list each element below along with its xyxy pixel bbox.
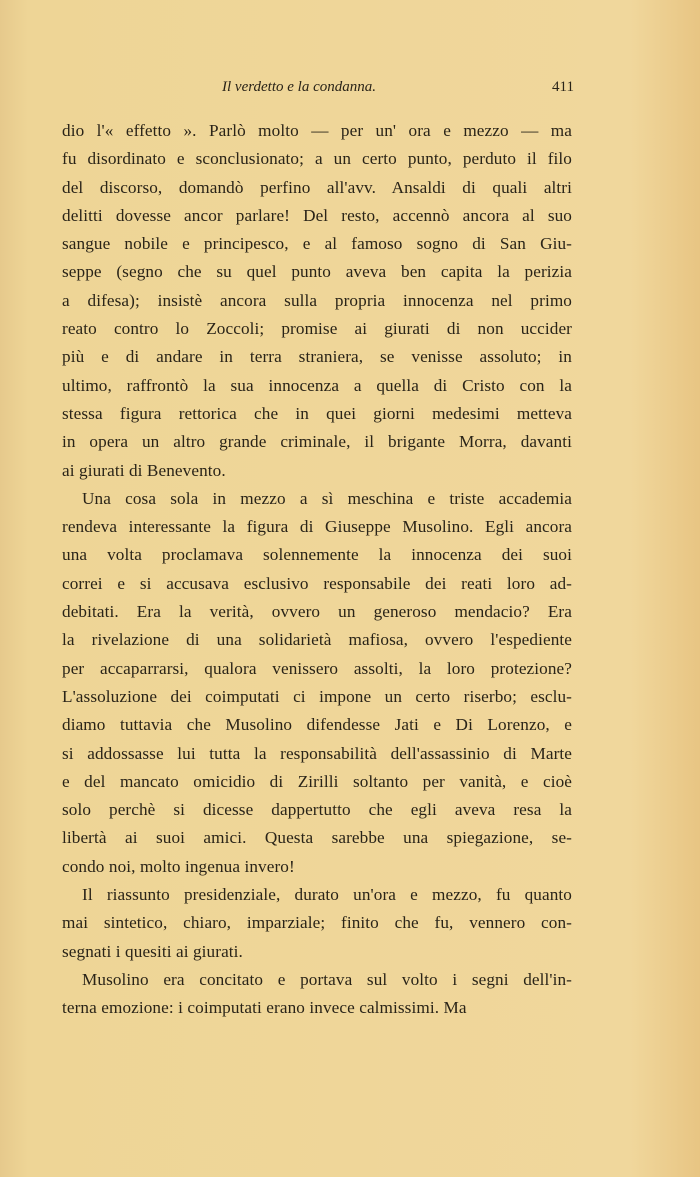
paragraph: [62, 881, 572, 966]
text-line: in opera un altro grande criminale, il brigante Morra, davanti: [62, 432, 572, 452]
text-line: diamo tuttavia che Musolino difendesse Jati e Di Lorenzo, e: [62, 715, 572, 735]
text-line: sangue nobile e principesco, e al famoso sogno di San Giu-: [62, 234, 572, 254]
paragraph: [62, 966, 572, 1023]
text-line: stessa figura rettorica che in quei giorni medesimi metteva: [62, 403, 572, 423]
text-line: debitati. Era la verità, ovvero un generoso mendacio? Era: [62, 602, 572, 622]
paragraph: [62, 117, 572, 485]
text-line: la rivelazione di una solidarietà mafiosa, ovvero l'espediente: [62, 630, 572, 650]
text-line: Una cosa sola in mezzo a sì meschina e triste accademia: [82, 488, 572, 508]
text-line: segnati i quesiti ai giurati.: [62, 941, 243, 961]
text-line: terna emozione: i coimputati erano invece calmissimi. Ma: [62, 998, 467, 1018]
text-line: una volta proclamava solennemente la innocenza dei suoi: [62, 545, 572, 565]
text-line: reato contro lo Zoccoli; promise ai giurati di non uccider: [62, 319, 572, 339]
text-line: delitti dovesse ancor parlare! Del resto, accennò ancora al suo: [62, 205, 572, 225]
text-line: per accaparrarsi, qualora venissero assolti, la loro protezione?: [62, 658, 572, 678]
text-line: del discorso, domandò perfino all'avv. Ansaldi di quali altri: [62, 177, 572, 197]
text-line: condo noi, molto ingenua invero!: [62, 856, 295, 876]
running-head-title: Il verdetto e la condanna.: [222, 79, 376, 95]
body-text: [62, 117, 572, 1023]
text-line: solo perchè si dicesse dappertutto che egli aveva resa la: [62, 800, 572, 820]
text-line: dio l'« effetto ». Parlò molto — per un' ora e mezzo — ma: [62, 121, 572, 140]
page-number: 411: [552, 79, 574, 95]
text-line: Musolino era concitato e portava sul volto i segni dell'in-: [82, 969, 572, 989]
book-page: [62, 76, 572, 1023]
text-line: fu disordinato e sconclusionato; a un certo punto, perduto il filo: [62, 149, 572, 169]
text-line: libertà ai suoi amici. Questa sarebbe una spiegazione, se-: [62, 828, 572, 848]
text-line: e del mancato omicidio di Zirilli soltanto per vanità, e cioè: [62, 771, 572, 791]
text-line: correi e si accusava esclusivo responsabile dei reati loro ad-: [62, 573, 572, 593]
text-line: ai giurati di Benevento.: [62, 460, 226, 480]
text-line: mai sintetico, chiaro, imparziale; finito che fu, vennero con-: [62, 913, 572, 933]
text-line: più e di andare in terra straniera, se venisse assoluto; in: [62, 347, 572, 367]
running-head: [62, 76, 572, 104]
text-line: a difesa); insistè ancora sulla propria innocenza nel primo: [62, 290, 572, 310]
text-line: L'assoluzione dei coimputati ci impone un certo riserbo; esclu-: [62, 686, 572, 706]
paragraph: [62, 485, 572, 881]
text-line: seppe (segno che su quel punto aveva ben capita la perizia: [62, 262, 572, 282]
text-line: ultimo, raffrontò la sua innocenza a quella di Cristo con la: [62, 375, 572, 395]
text-line: rendeva interessante la figura di Giuseppe Musolino. Egli ancora: [62, 517, 572, 537]
text-line: Il riassunto presidenziale, durato un'ora e mezzo, fu quanto: [82, 885, 572, 905]
text-line: si addossasse lui tutta la responsabilità dell'assassinio di Marte: [62, 743, 572, 763]
